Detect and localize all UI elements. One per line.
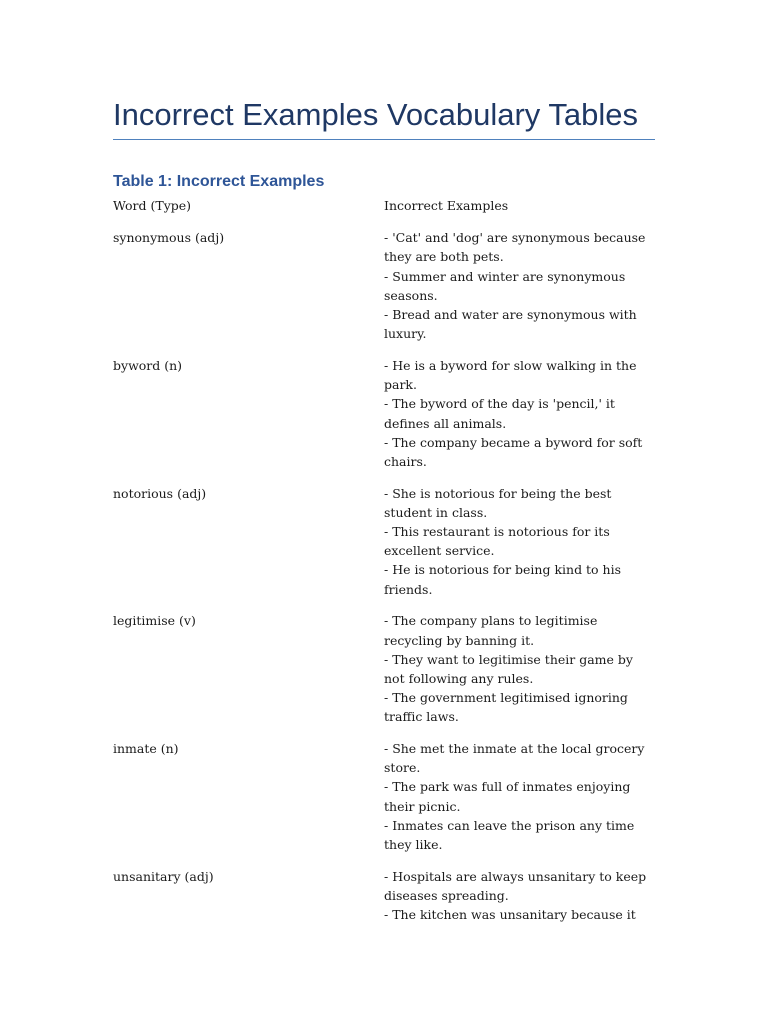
title-divider: [113, 139, 655, 140]
table-header-row: [113, 196, 655, 228]
examples-cell: [384, 228, 655, 356]
table-row: [113, 228, 655, 356]
example-line: - The kitchen was unsanitary because it: [384, 907, 636, 923]
example-line: - The byword of the day is 'pencil,' it defines all animals.: [384, 396, 615, 431]
example-line: - She met the inmate at the local grocery store.: [384, 741, 645, 776]
word-cell: byword (n): [113, 357, 183, 373]
example-line: - 'Cat' and 'dog' are synonymous because they are both pets.: [384, 230, 646, 265]
column-header-word: Word (Type): [113, 198, 192, 213]
examples-cell: [384, 867, 655, 937]
column-header-examples: Incorrect Examples: [384, 198, 509, 213]
example-line: - Inmates can leave the prison any time they like.: [384, 817, 635, 853]
word-cell: legitimise (v): [113, 613, 196, 629]
examples-cell: [384, 739, 655, 867]
examples-cell: [384, 611, 655, 739]
example-line: - This restaurant is notorious for its excellent service.: [384, 524, 610, 559]
word-cell: unsanitary (adj): [113, 868, 214, 884]
table-heading: Table 1: Incorrect Examples: [113, 173, 325, 190]
example-line: - She is notorious for being the best student in class.: [384, 485, 612, 520]
example-line: - They want to legitimise their game by not following any rules.: [384, 651, 633, 686]
examples-cell: [384, 484, 655, 612]
word-cell: synonymous (adj): [113, 230, 225, 246]
example-line: - Bread and water are synonymous with luxury.: [384, 307, 637, 342]
example-line: - He is notorious for being kind to his friends.: [384, 562, 622, 597]
example-line: - Summer and winter are synonymous seasons.: [384, 268, 626, 303]
table-row: [113, 484, 655, 612]
table-row: [113, 356, 655, 484]
example-line: - The company became a byword for soft chairs.: [384, 434, 643, 469]
table-row: [113, 739, 655, 867]
example-line: - He is a byword for slow walking in the park.: [384, 357, 637, 393]
vocabulary-table: [113, 196, 655, 937]
examples-cell: [384, 356, 655, 484]
example-line: - Hospitals are always unsanitary to keep diseases spreading.: [384, 868, 647, 903]
table-row: [113, 611, 655, 739]
example-line: - The park was full of inmates enjoying their picnic.: [384, 779, 631, 814]
document-title: Incorrect Examples Vocabulary Tables: [113, 97, 638, 132]
example-line: - The company plans to legitimise recycling by banning it.: [384, 613, 598, 648]
word-cell: notorious (adj): [113, 485, 207, 501]
table-row: [113, 867, 655, 937]
word-cell: inmate (n): [113, 741, 179, 757]
example-line: - The government legitimised ignoring traffic laws.: [384, 690, 628, 725]
